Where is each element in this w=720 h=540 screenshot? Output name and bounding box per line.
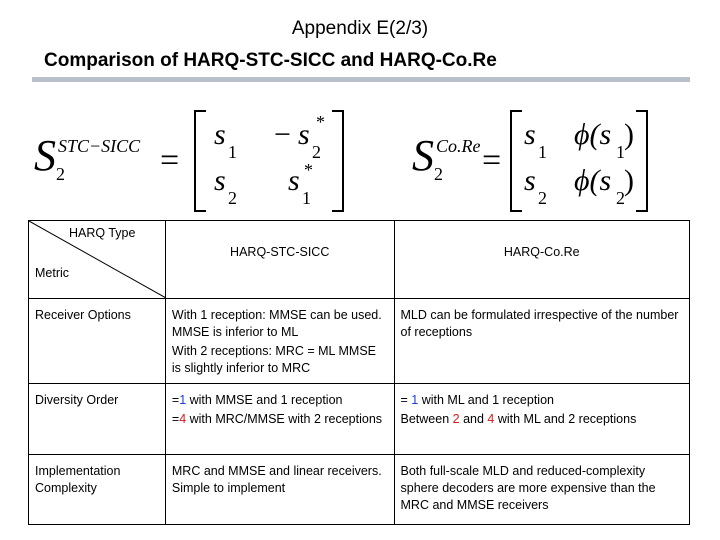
matrix-bracket-left bbox=[510, 110, 522, 212]
highlight-value: 2 bbox=[452, 412, 460, 426]
slide-subtitle: Comparison of HARQ-STC-SICC and HARQ-Co.Re bbox=[44, 50, 497, 71]
formula-superscript: Co.Re bbox=[436, 136, 481, 156]
table-cell bbox=[165, 299, 394, 384]
formula-subscript: 2 bbox=[56, 164, 65, 184]
matrix-entry: ) bbox=[624, 118, 634, 151]
matrix-bracket-right bbox=[636, 110, 648, 212]
matrix-entry: s bbox=[524, 164, 536, 197]
matrix-entry: ϕ(s bbox=[574, 164, 612, 197]
matrix-entry: s bbox=[298, 118, 310, 151]
row-label: Diversity Order bbox=[29, 384, 166, 455]
cell-text: With 1 reception: MMSE can be used. MMSE is inferior to ML bbox=[171, 308, 382, 339]
matrix-entry: ϕ(s bbox=[574, 118, 612, 151]
slide-title: Appendix E(2/3) bbox=[291, 18, 429, 39]
conjugate-star: * bbox=[316, 112, 325, 132]
cell-text: With 2 receptions: MRC = ML MMSE is slightly inferior to MRC bbox=[171, 344, 376, 375]
matrix-index: 1 bbox=[228, 142, 237, 162]
table-row bbox=[29, 384, 690, 455]
formula-equals: = bbox=[160, 142, 180, 179]
cell-text: Between 2 and 4 with ML and 2 receptions bbox=[400, 412, 637, 426]
formula-symbol: S bbox=[34, 131, 56, 180]
matrix-index: 2 bbox=[312, 142, 321, 162]
row-label: Receiver Options bbox=[29, 299, 166, 384]
formula-symbol: S bbox=[412, 131, 434, 180]
cell-text: =1 with MMSE and 1 reception bbox=[171, 393, 343, 407]
row-label: Implementation Complexity bbox=[29, 455, 166, 525]
matrix-entry: s bbox=[214, 164, 226, 197]
column-header-stc-sicc: HARQ-STC-SICC bbox=[165, 221, 394, 299]
cell-text: = 1 with ML and 1 reception bbox=[400, 393, 554, 407]
matrix-entry: s bbox=[288, 164, 300, 197]
table-header-row bbox=[29, 221, 690, 299]
table-row bbox=[29, 299, 690, 384]
highlight-value: 1 bbox=[179, 393, 187, 407]
table-cell bbox=[394, 384, 689, 455]
corner-header bbox=[29, 221, 166, 299]
column-header-co-re: HARQ-Co.Re bbox=[394, 221, 689, 299]
harq-type-label: HARQ Type bbox=[69, 226, 136, 240]
highlight-value: 1 bbox=[411, 393, 419, 407]
matrix-index: 2 bbox=[616, 188, 625, 208]
highlight-value: 4 bbox=[487, 412, 495, 426]
title-divider bbox=[32, 77, 690, 82]
matrix-entry: − bbox=[274, 118, 291, 151]
table-cell: MLD can be formulated irrespective of the number of receptions bbox=[394, 299, 689, 384]
matrix-index: 2 bbox=[538, 188, 547, 208]
matrix-entry: s bbox=[214, 118, 226, 151]
formula-equals: = bbox=[482, 142, 502, 179]
cell-text: =4 with MRC/MMSE with 2 receptions bbox=[171, 412, 383, 426]
table-row bbox=[29, 455, 690, 525]
formula-subscript: 2 bbox=[434, 164, 443, 184]
matrix-index: 1 bbox=[616, 142, 625, 162]
formula-stc-sicc bbox=[34, 104, 354, 214]
metric-label: Metric bbox=[35, 266, 70, 280]
matrix-entry: ) bbox=[624, 164, 634, 197]
table-cell: Both full-scale MLD and reduced-complexity sphere decoders are more expensive than the MRC and MMSE receivers bbox=[394, 455, 689, 525]
formula-superscript: STC−SICC bbox=[58, 136, 141, 156]
formula-co-re bbox=[412, 104, 672, 214]
matrix-entry: s bbox=[524, 118, 536, 151]
matrix-index: 2 bbox=[228, 188, 237, 208]
matrix-index: 1 bbox=[302, 188, 311, 208]
table-cell bbox=[165, 384, 394, 455]
comparison-table bbox=[28, 220, 690, 525]
conjugate-star: * bbox=[304, 160, 313, 180]
table-cell: MRC and MMSE and linear receivers. Simple to implement bbox=[165, 455, 394, 525]
matrix-bracket-right bbox=[332, 110, 344, 212]
matrix-bracket-left bbox=[194, 110, 206, 212]
matrix-index: 1 bbox=[538, 142, 547, 162]
highlight-value: 4 bbox=[179, 412, 187, 426]
